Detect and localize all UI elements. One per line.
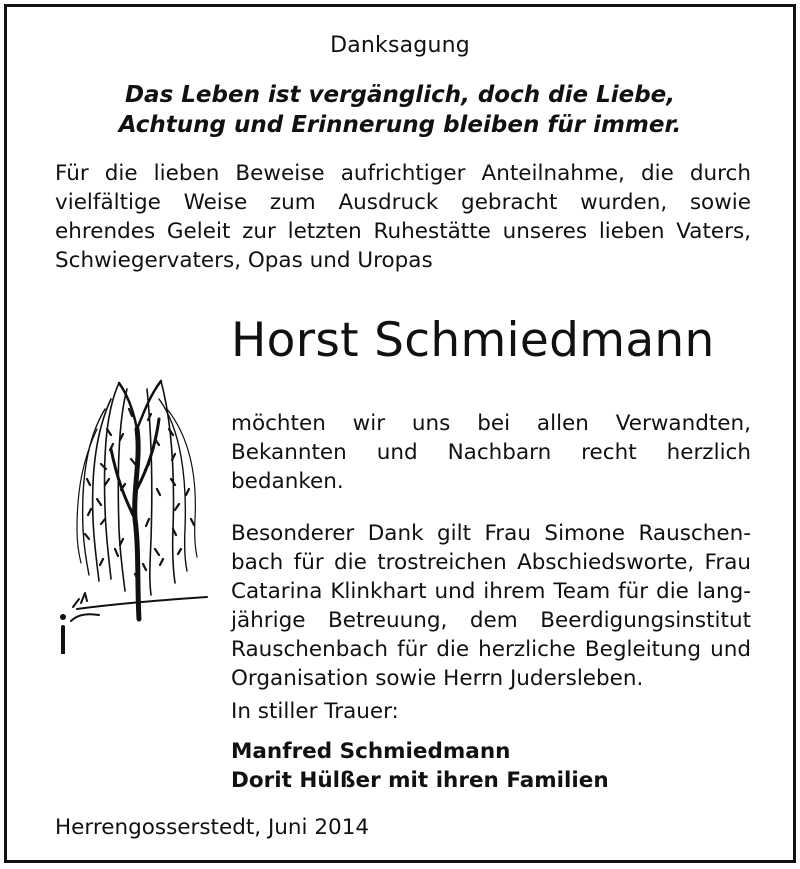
signer-name: Dorit Hülßer mit ihren Familien (231, 768, 609, 793)
obituary-notice (4, 4, 796, 863)
intro-paragraph (55, 159, 751, 275)
motto-line: Das Leben ist vergänglich, doch die Liebe, (124, 82, 676, 108)
text-line: möchten wir uns bei allen Verwandten, (231, 411, 751, 436)
motto-line: Achtung und Erinnerung bleiben für immer. (118, 112, 682, 138)
text-line: Schwiegervaters, Opas und Uropas (55, 248, 433, 273)
text-line: vielfältige Weise zum Ausdruck gebracht wurden, sowie (55, 190, 751, 215)
heading: Danksagung (330, 33, 470, 58)
text-line: jährige Betreuung, dem Beerdigungsinstitut (231, 608, 751, 633)
deceased-name: Horst Schmiedmann (231, 313, 715, 368)
text-line: bach für die trostreichen Abschiedsworte, Frau (231, 550, 751, 575)
mourning-label: In stiller Trauer: (231, 699, 399, 724)
text-line: Bekannten und Nachbarn recht herzlich (231, 440, 751, 465)
signers (231, 737, 751, 795)
text-line: Für die lieben Beweise aufrichtiger Anteilnahme, die durch (55, 161, 751, 186)
motto (7, 80, 793, 140)
text-line: Catarina Klinkhart und ihrem Team für die lang- (231, 579, 751, 604)
text-line: ehrendes Geleit zur letzten Ruhestätte unseres lieben Vaters, (55, 219, 751, 244)
text-line: Rauschenbach für die herzliche Begleitung und (231, 637, 751, 662)
place-date: Herrengosserstedt, Juni 2014 (55, 815, 370, 840)
thanks-paragraph (231, 409, 751, 496)
text-line: bedanken. (231, 469, 344, 494)
weeping-willow-icon (47, 369, 212, 654)
special-thanks-paragraph (231, 519, 751, 693)
signer-name: Manfred Schmiedmann (231, 739, 511, 764)
text-line: Besonderer Dank gilt Frau Simone Rauschen- (231, 521, 751, 546)
text-line: Organisation sowie Herrn Judersleben. (231, 666, 644, 691)
